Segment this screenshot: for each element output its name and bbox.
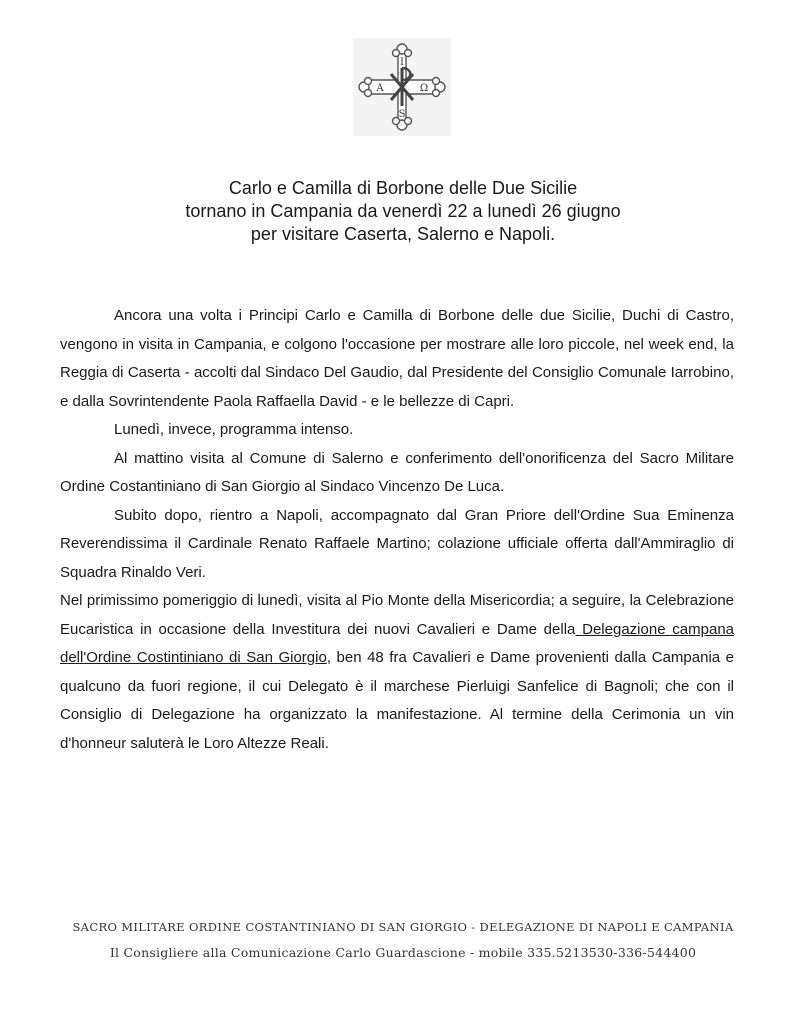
document-body <box>60 302 734 758</box>
paragraph-5-text-after: , ben 48 fra Cavalieri e Dame provenienti dalla Campania e qualcuno da fuori regione, il cui Delegato è il marchese Pierluigi Sanfelice di Bagnoli; che con il Consiglio di Delegazione ha organizzato la manifestazione. Al termine della Cerimonia un vin d'honneur saluterà le Loro Altezze Reali. <box>60 649 735 752</box>
title-line-1: Carlo e Camilla di Borbone delle Due Sicilie <box>228 178 578 198</box>
title-line-2: tornano in Campania da venerdì 22 a lunedì 26 giugno <box>185 201 621 221</box>
paragraph-4: Subito dopo, rientro a Napoli, accompagnato dal Gran Priore dell'Ordine Sua Eminenza Reverendissima il Cardinale Renato Raffaele Martino; colazione ufficiale offerta dall'Ammiraglio di Squadra Rinaldo Veri. <box>60 506 734 581</box>
document-title <box>0 177 806 246</box>
emblem-letter-left: A <box>376 83 384 94</box>
paragraph-1: Ancora una volta i Principi Carlo e Camilla di Borbone delle due Sicilie, Duchi di Castro, vengono in visita in Campania, e colgono l'occasione per mostrare alle loro piccole, nel week end, la Reggia di Caserta - accolti dal Sindaco Del Gaudio, dal Presidente del Consiglio Comunale Iarrobino, e dalla Sovrintendente Paola Raffaella David - e le bellezze di Capri. <box>60 307 734 410</box>
paragraph-2: Lunedì, invece, programma intenso. <box>114 421 354 438</box>
emblem-letter-top: I <box>400 57 404 68</box>
paragraph-5 <box>60 587 734 758</box>
paragraph-5-text-before: Nel primissimo pomeriggio di lunedì, visita al Pio Monte della Misericordia; a seguire, la Celebrazione Eucaristica in occasione della Investitura dei nuovi Cavalieri e Dame della <box>60 592 734 638</box>
footer-contact: Il Consigliere alla Comunicazione Carlo Guardascione - mobile 335.5213530-336-544400 <box>109 945 697 960</box>
emblem-letter-bottom: S <box>398 109 406 120</box>
footer-organization: SACRO MILITARE ORDINE COSTANTINIANO DI SAN GIORGIO - DELEGAZIONE DI NAPOLI E CAMPANIA <box>72 920 734 934</box>
paragraph-3: Al mattino visita al Comune di Salerno e conferimento dell'onorificenza del Sacro Militare Ordine Costantiniano di San Giorgio al Sindaco Vincenzo De Luca. <box>60 449 734 495</box>
constantinian-cross-icon <box>353 38 451 136</box>
delegazione-link[interactable]: Delegazione campana dell'Ordine Costintiniano di San Giorgio <box>60 620 735 666</box>
emblem-letter-right: Ω <box>419 83 429 94</box>
title-line-3: per visitare Caserta, Salerno e Napoli. <box>250 224 556 244</box>
